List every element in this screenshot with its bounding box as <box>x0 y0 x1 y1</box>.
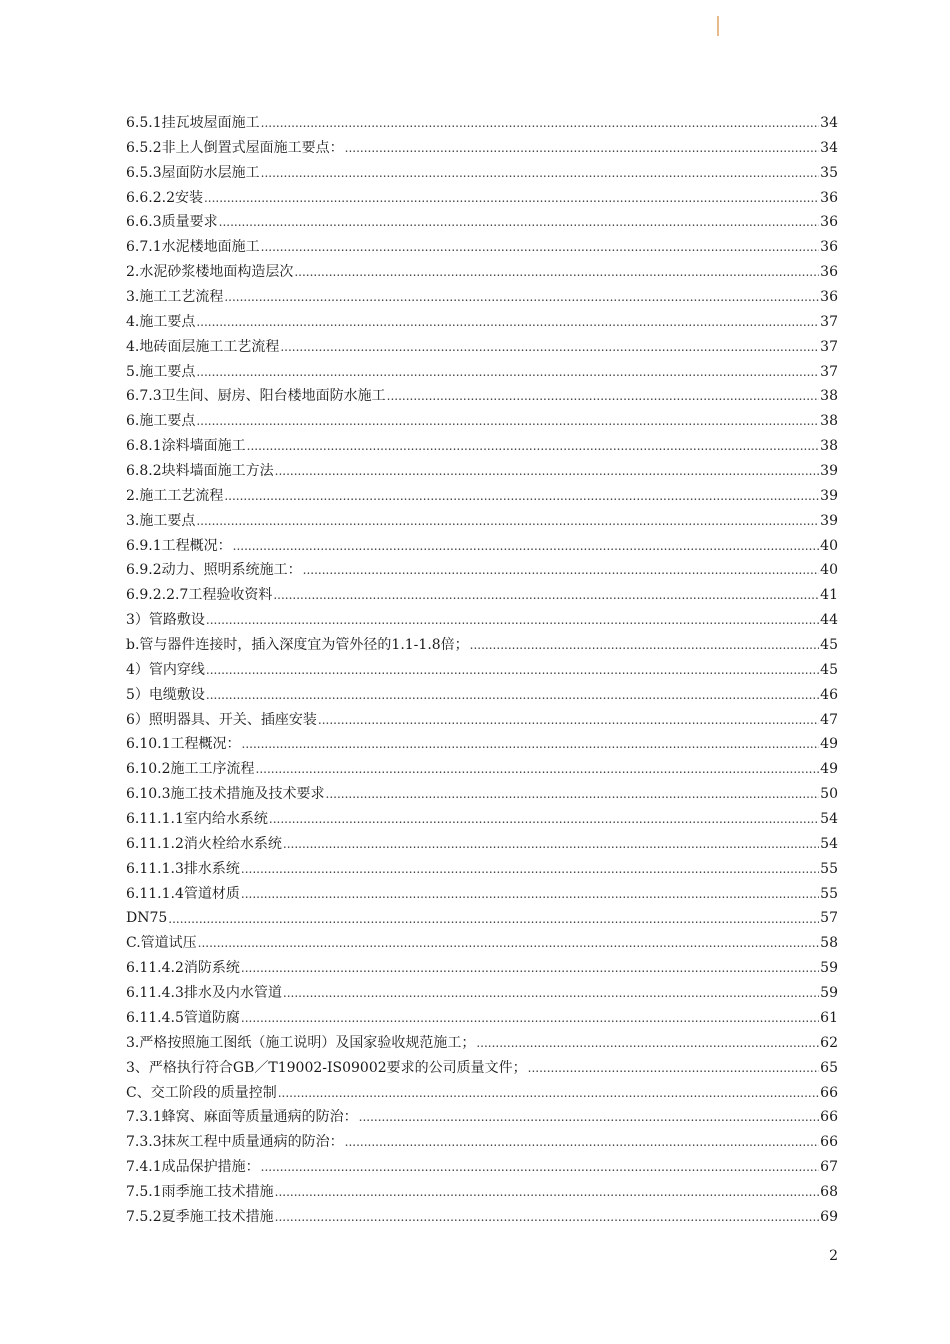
toc-entry-title: 6.7.1水泥楼地面施工 <box>126 239 260 256</box>
toc-entry[interactable] <box>126 1205 838 1230</box>
toc-entry-title: 6.施工要点 <box>126 413 196 430</box>
toc-entry[interactable] <box>126 757 838 782</box>
toc-entry-title: 6.10.3施工技术措施及技术要求 <box>126 786 325 803</box>
toc-entry[interactable] <box>126 583 838 608</box>
toc-entry[interactable] <box>126 633 838 658</box>
toc-leader-dots <box>206 658 819 683</box>
toc-entry-title: 3）管路敷设 <box>126 612 205 629</box>
toc-entry-page: 38 <box>820 438 838 455</box>
toc-leader-dots <box>275 459 820 484</box>
toc-leader-dots <box>196 409 819 434</box>
toc-entry-title: 3.施工要点 <box>126 512 196 529</box>
toc-entry-page: 35 <box>820 164 838 181</box>
toc-entry[interactable] <box>126 1081 838 1106</box>
toc-entry-page: 46 <box>820 686 838 703</box>
toc-entry-title: 7.3.3抹灰工程中质量通病的防治： <box>126 1134 344 1151</box>
toc-entry-page: 37 <box>820 363 838 380</box>
toc-entry-page: 39 <box>820 512 838 529</box>
toc-entry[interactable] <box>126 683 838 708</box>
toc-leader-dots <box>196 509 819 534</box>
toc-entry[interactable] <box>126 1180 838 1205</box>
toc-entry-page: 40 <box>820 537 838 554</box>
toc-entry-title: 6.8.1涂料墙面施工 <box>126 438 246 455</box>
toc-entry-page: 39 <box>820 487 838 504</box>
toc-leader-dots <box>359 1105 820 1130</box>
toc-entry[interactable] <box>126 285 838 310</box>
toc-entry-title: 4.施工要点 <box>126 313 196 330</box>
toc-leader-dots <box>219 210 820 235</box>
toc-leader-dots <box>326 782 820 807</box>
toc-entry[interactable] <box>126 608 838 633</box>
toc-entry[interactable] <box>126 1130 838 1155</box>
toc-entry-page: 55 <box>820 885 838 902</box>
toc-leader-dots <box>256 757 820 782</box>
toc-leader-dots <box>261 1155 820 1180</box>
toc-entry-page: 37 <box>820 313 838 330</box>
toc-leader-dots <box>241 956 819 981</box>
toc-entry[interactable] <box>126 558 838 583</box>
toc-entry-title: 6.5.3屋面防水层施工 <box>126 164 260 181</box>
toc-entry[interactable] <box>126 509 838 534</box>
toc-leader-dots <box>387 384 820 409</box>
header-mark <box>717 16 719 36</box>
toc-leader-dots <box>345 1130 820 1155</box>
toc-entry-page: 41 <box>820 587 838 604</box>
toc-entry[interactable] <box>126 1155 838 1180</box>
toc-leader-dots <box>241 1006 819 1031</box>
toc-entry[interactable] <box>126 907 838 932</box>
toc-entry-page: 59 <box>820 960 838 977</box>
toc-entry-page: 45 <box>820 661 838 678</box>
toc-leader-dots <box>241 857 819 882</box>
toc-entry-title: 5）电缆敷设 <box>126 686 205 703</box>
toc-entry[interactable] <box>126 360 838 385</box>
toc-entry-title: 6.5.1挂瓦坡屋面施工 <box>126 114 260 131</box>
toc-leader-dots <box>476 1031 819 1056</box>
toc-entry-page: 62 <box>820 1034 838 1051</box>
toc-entry[interactable] <box>126 136 838 161</box>
toc-entry[interactable] <box>126 409 838 434</box>
toc-leader-dots <box>294 260 819 285</box>
toc-entry[interactable] <box>126 434 838 459</box>
toc-leader-dots <box>206 608 819 633</box>
toc-entry-title: 6.11.4.2消防系统 <box>126 960 240 977</box>
toc-leader-dots <box>261 235 820 260</box>
toc-entry-page: 34 <box>820 114 838 131</box>
toc-entry-page: 66 <box>820 1134 838 1151</box>
toc-entry-page: 49 <box>820 736 838 753</box>
toc-entry-title: 6.9.2动力、照明系统施工： <box>126 562 302 579</box>
toc-leader-dots <box>196 360 819 385</box>
toc-entry[interactable] <box>126 1031 838 1056</box>
toc-entry-page: 45 <box>820 637 838 654</box>
toc-entry-page: 36 <box>820 264 838 281</box>
toc-leader-dots <box>275 1205 820 1230</box>
toc-leader-dots <box>241 882 819 907</box>
toc-entry-title: 7.4.1成品保护措施： <box>126 1159 260 1176</box>
toc-entry-page: 37 <box>820 338 838 355</box>
toc-leader-dots <box>278 1081 819 1106</box>
toc-entry[interactable] <box>126 1006 838 1031</box>
toc-entry-title: 2.水泥砂浆楼地面构造层次 <box>126 264 294 281</box>
toc-entry-title: b.管与器件连接时，插入深度宜为管外径的1.1-1.8倍； <box>126 637 469 654</box>
toc-leader-dots <box>283 832 819 857</box>
page-number: 2 <box>829 1248 838 1264</box>
toc-entry[interactable] <box>126 882 838 907</box>
toc-entry-title: 6.10.1工程概况： <box>126 736 241 753</box>
toc-entry-page: 69 <box>820 1208 838 1225</box>
toc-entry-title: 4.地砖面层施工工艺流程 <box>126 338 280 355</box>
toc-entry-page: 55 <box>820 860 838 877</box>
toc-leader-dots <box>224 484 819 509</box>
toc-entry[interactable] <box>126 111 838 136</box>
toc-leader-dots <box>273 583 819 608</box>
toc-entry[interactable] <box>126 658 838 683</box>
toc-entry-title: 6.11.1.4管道材质 <box>126 885 240 902</box>
toc-entry-title: 6.11.4.5管道防腐 <box>126 1009 240 1026</box>
toc-entry-page: 61 <box>820 1009 838 1026</box>
toc-entry-page: 38 <box>820 388 838 405</box>
toc-leader-dots <box>224 285 819 310</box>
toc-leader-dots <box>275 1180 820 1205</box>
toc-entry[interactable] <box>126 832 838 857</box>
toc-entry-page: 67 <box>820 1159 838 1176</box>
toc-entry-title: 7.5.1雨季施工技术措施 <box>126 1183 274 1200</box>
toc-entry-page: 47 <box>820 711 838 728</box>
toc-entry-page: 54 <box>820 835 838 852</box>
toc-leader-dots <box>261 161 820 186</box>
toc-entry[interactable] <box>126 1105 838 1130</box>
toc-entry[interactable] <box>126 534 838 559</box>
toc-entry-title: C、交工阶段的质量控制 <box>126 1084 277 1101</box>
toc-entry-page: 40 <box>820 562 838 579</box>
toc-entry-title: 6.11.4.3排水及内水管道 <box>126 985 282 1002</box>
toc-entry[interactable] <box>126 459 838 484</box>
toc-entry[interactable] <box>126 310 838 335</box>
toc-leader-dots <box>204 186 819 211</box>
toc-entry-page: 50 <box>820 786 838 803</box>
toc-entry[interactable] <box>126 981 838 1006</box>
toc-entry-title: 3.施工工艺流程 <box>126 289 224 305</box>
toc-entry-title: 6.6.2.2安装 <box>126 189 203 206</box>
toc-entry[interactable] <box>126 807 838 832</box>
toc-entry[interactable] <box>126 782 838 807</box>
toc-entry-title: 6.10.2施工工序流程 <box>126 761 255 778</box>
toc-entry-page: 36 <box>820 214 838 231</box>
toc-entry-page: 65 <box>820 1059 838 1076</box>
toc-entry[interactable] <box>126 1056 838 1081</box>
toc-entry-page: 36 <box>820 239 838 256</box>
toc-entry-title: 7.5.2夏季施工技术措施 <box>126 1208 274 1225</box>
toc-leader-dots <box>168 907 819 932</box>
toc-entry-page: 38 <box>820 413 838 430</box>
toc-entry-page: 34 <box>820 139 838 156</box>
toc-entry[interactable] <box>126 484 838 509</box>
toc-entry-page: 57 <box>820 910 838 927</box>
toc-entry-page: 66 <box>820 1109 838 1126</box>
toc-entry-title: 6.11.1.3排水系统 <box>126 860 240 877</box>
toc-entry-title: 5.施工要点 <box>126 363 196 380</box>
toc-entry[interactable] <box>126 857 838 882</box>
toc-leader-dots <box>242 732 820 757</box>
toc-entry[interactable] <box>126 956 838 981</box>
toc-leader-dots <box>247 434 820 459</box>
toc-leader-dots <box>261 111 820 136</box>
toc-entry-page: 36 <box>820 189 838 206</box>
toc-entry-title: C.管道试压 <box>126 935 197 952</box>
toc-leader-dots <box>198 931 820 956</box>
toc-entry[interactable] <box>126 335 838 360</box>
toc-entry-title: DN75 <box>126 910 168 927</box>
toc-entry[interactable] <box>126 708 838 733</box>
toc-leader-dots <box>303 558 820 583</box>
toc-entry-title: 3.严格按照施工图纸（施工说明）及国家验收规范施工； <box>126 1034 476 1051</box>
toc-entry-page: 68 <box>820 1183 838 1200</box>
toc-entry-title: 6.11.1.1室内给水系统 <box>126 811 268 828</box>
toc-entry-page: 54 <box>820 811 838 828</box>
toc-entry-title: 6.11.1.2消火栓给水系统 <box>126 835 282 852</box>
toc-entry[interactable] <box>126 931 838 956</box>
toc-entry-title: 6.6.3质量要求 <box>126 214 218 231</box>
toc-leader-dots <box>206 683 819 708</box>
toc-entry-page: 66 <box>820 1084 838 1101</box>
toc-entry[interactable] <box>126 384 838 409</box>
table-of-contents <box>126 111 838 1230</box>
toc-leader-dots <box>318 708 819 733</box>
toc-entry-page: 58 <box>820 935 838 952</box>
toc-entry[interactable] <box>126 235 838 260</box>
toc-entry-page: 59 <box>820 985 838 1002</box>
toc-entry-title: 6）照明器具、开关、插座安装 <box>126 711 317 728</box>
toc-entry[interactable] <box>126 210 838 235</box>
toc-leader-dots <box>196 310 819 335</box>
toc-leader-dots <box>269 807 819 832</box>
toc-entry-title: 7.3.1蜂窝、麻面等质量通病的防治： <box>126 1109 358 1126</box>
toc-entry[interactable] <box>126 161 838 186</box>
toc-leader-dots <box>280 335 819 360</box>
toc-entry-title: 6.9.1工程概况： <box>126 537 232 554</box>
toc-entry-page: 44 <box>820 612 838 629</box>
toc-entry-title: 2.施工工艺流程 <box>126 487 224 504</box>
toc-leader-dots <box>345 136 820 161</box>
toc-leader-dots <box>283 981 819 1006</box>
toc-entry-title: 6.5.2非上人倒置式屋面施工要点： <box>126 139 344 156</box>
toc-entry-title: 6.8.2块料墙面施工方法 <box>126 463 274 480</box>
toc-leader-dots <box>470 633 820 658</box>
toc-leader-dots <box>233 534 820 559</box>
toc-entry-title: 4）管内穿线 <box>126 661 205 678</box>
toc-entry-page: 39 <box>820 463 838 480</box>
toc-entry[interactable] <box>126 260 838 285</box>
toc-entry[interactable] <box>126 186 838 211</box>
toc-entry[interactable] <box>126 732 838 757</box>
toc-leader-dots <box>528 1056 820 1081</box>
toc-entry-page: 49 <box>820 761 838 778</box>
toc-entry-page: 36 <box>820 289 838 305</box>
toc-entry-title: 6.7.3卫生间、厨房、阳台楼地面防水施工 <box>126 388 386 405</box>
toc-entry-title: 3、严格执行符合GB／T19002-IS09002要求的公司质量文件； <box>126 1059 527 1076</box>
toc-entry-title: 6.9.2.2.7工程验收资料 <box>126 587 273 604</box>
